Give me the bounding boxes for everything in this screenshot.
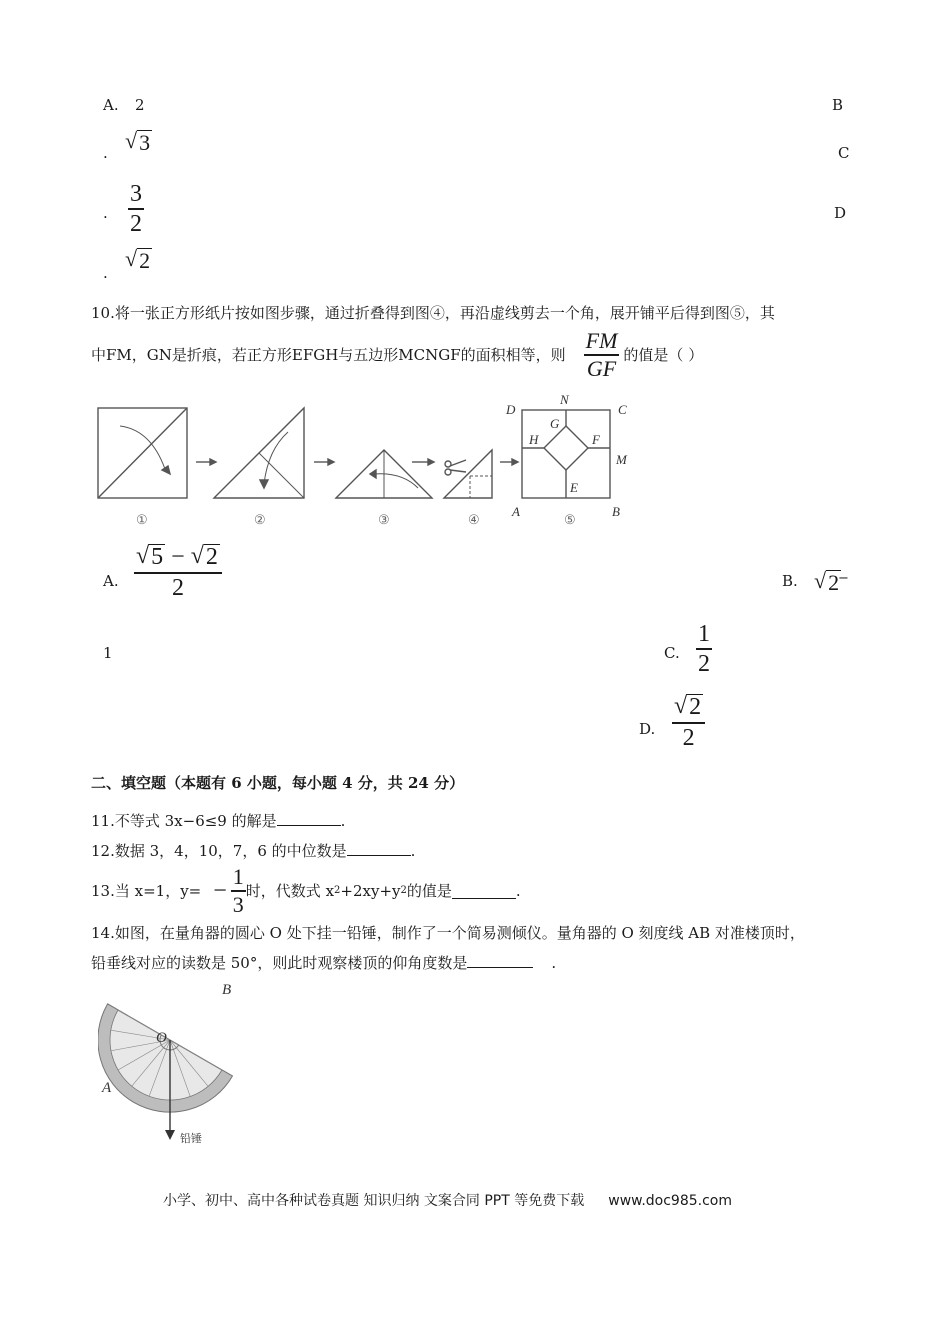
step1-diagonal: [98, 408, 187, 498]
q9-option-a-value: 2: [135, 96, 145, 114]
label-e: E: [570, 480, 578, 495]
step2-fold-arrow: [264, 432, 288, 484]
step-label-1: ①: [136, 512, 148, 527]
q11-period: .: [340, 812, 346, 830]
step1-fold-arrow: [120, 426, 166, 472]
q9-option-a-label: A.: [103, 96, 119, 114]
q9-option-c-denominator: 2: [130, 211, 142, 237]
label-g: G: [550, 416, 560, 431]
label-n: N: [560, 392, 569, 407]
q12-text: 12.数据 3，4，10，7，6 的中位数是: [91, 842, 347, 860]
q13-text-mid2: +2xy+y: [340, 882, 401, 900]
q10-option-a-radicand-1: 5: [151, 544, 164, 570]
q10-option-a-minus: −: [171, 544, 185, 571]
q11-text: 11.不等式 3x−6≤9 的解是: [91, 812, 277, 830]
q13-answer-blank: [452, 884, 516, 899]
q9-option-c-numerator: 3: [130, 181, 142, 207]
q11-answer-blank: [277, 811, 341, 826]
q9-option-b-dot: .: [103, 144, 108, 162]
q10-text-line2-post: 的值是（ ）: [623, 346, 704, 364]
step-label-3: ③: [378, 512, 390, 527]
label-c: C: [618, 402, 627, 417]
q10-option-b-label: B.: [782, 572, 798, 590]
label-a: A: [512, 504, 520, 519]
q10-option-a-denominator: 2: [171, 575, 184, 602]
q9-option-d-label: D: [834, 204, 847, 222]
q10-option-b-minus: −: [838, 571, 849, 586]
q10-option-c-numerator: 1: [698, 621, 710, 647]
step4-triangle: [444, 450, 492, 498]
q10-text-line2-pre: 中FM，GN是折痕，若正方形EFGH与五边形MCNGF的面积相等，则: [91, 346, 566, 364]
q9-option-c-math: [128, 182, 144, 236]
q10-fraction: [584, 330, 620, 380]
q13-denominator: 3: [232, 892, 244, 917]
q12-answer-blank: [347, 841, 411, 856]
footer-url[interactable]: www.doc985.com: [608, 1193, 732, 1209]
q13-minus: −: [213, 878, 227, 904]
q13-fraction: [231, 866, 246, 916]
label-h: H: [529, 432, 539, 447]
weight-label: 铅锤: [180, 1133, 202, 1145]
step1-arrowhead: [162, 466, 170, 474]
q10-option-a-radicand-2: 2: [205, 544, 218, 570]
q11: [91, 810, 345, 832]
q13-text-pre: 13.当 x=1，y=: [91, 882, 202, 900]
q13: [91, 866, 521, 916]
q10-option-b-tail: 1: [103, 644, 113, 662]
q10-folding-figure: [92, 392, 648, 532]
q10-fraction-numerator: FM: [585, 328, 618, 353]
q9-option-d-math: √ 2: [125, 246, 151, 273]
q14-line1: 14.如图，在量角器的圆心 O 处下挂一铅锤，制作了一个简易测倾仪。量角器的 O 刻度线 AB 对准楼顶时，: [91, 924, 805, 942]
footer-text: 小学、初中、高中各种试卷真题 知识归纳 文案合同 PPT 等免费下载: [163, 1193, 585, 1209]
q10-option-d-label: D.: [639, 720, 656, 738]
q13-text-mid3: 的值是: [406, 882, 452, 900]
q10-option-c-denominator: 2: [698, 651, 710, 677]
q9-option-c-dot: .: [103, 204, 108, 222]
q9-option-d-dot: .: [103, 264, 108, 282]
q10-option-d-denominator: 2: [682, 725, 695, 752]
label-o: O: [156, 1030, 167, 1046]
q13-period: .: [515, 882, 521, 900]
label-b: B: [222, 982, 232, 998]
plumb-weight-icon: [165, 1130, 175, 1140]
q13-numerator: 1: [232, 864, 244, 889]
q13-sup1: 2: [334, 885, 341, 896]
q10-option-d-radicand: 2: [689, 694, 702, 720]
label-d: D: [506, 402, 516, 417]
q14-answer-blank: [467, 953, 533, 968]
q10-text-line2: [91, 330, 703, 380]
label-f: F: [592, 432, 600, 447]
q10-option-a-label: A.: [103, 572, 119, 590]
q10-text-line1: 10.将一张正方形纸片按如图步骤，通过折叠得到图④，再沿虚线剪去一个角，展开铺平后得到图⑤，其: [91, 304, 775, 322]
q10-option-d-math: √ 2 2: [672, 694, 705, 750]
q12-period: .: [410, 842, 416, 860]
q10-option-b-radicand: 2: [828, 570, 840, 595]
q10-option-c-math: [696, 622, 712, 676]
q9-option-c-label: C: [838, 144, 850, 162]
q14-protractor-figure: [98, 980, 258, 1152]
label-b: B: [612, 504, 620, 519]
step5-inner-square: [544, 426, 588, 470]
label-a: A: [102, 1080, 112, 1096]
q10-option-a-math: √ 5 − √ 2 2: [134, 544, 222, 600]
footer: [163, 1190, 732, 1210]
q9-option-b-math: √ 3: [125, 128, 151, 155]
q14-line2: [91, 952, 556, 974]
label-m: M: [616, 452, 627, 467]
q10-option-b-math: √ 2: [814, 568, 840, 595]
q13-text-mid: 时，代数式 x: [245, 882, 335, 900]
step-label-2: ②: [254, 512, 266, 527]
q14-period: .: [551, 954, 557, 972]
step3-fold-arrow: [374, 474, 418, 488]
step-label-5: ⑤: [564, 512, 576, 527]
q9-option-d-radicand: 2: [139, 248, 151, 273]
q9-option-b-radicand: 3: [139, 130, 151, 155]
step-label-4: ④: [468, 512, 480, 527]
q10-fraction-denominator: GF: [586, 356, 617, 381]
q10-option-c-label: C.: [664, 644, 680, 662]
q13-sup2: 2: [400, 885, 407, 896]
q14-text: 铅垂线对应的读数是 50°，则此时观察楼顶的仰角度数是: [91, 954, 468, 972]
q9-option-b-label: B: [832, 96, 844, 114]
section2-heading: 二、填空题（本题有 6 小题，每小题 4 分，共 24 分）: [91, 774, 465, 792]
q12: [91, 840, 415, 862]
